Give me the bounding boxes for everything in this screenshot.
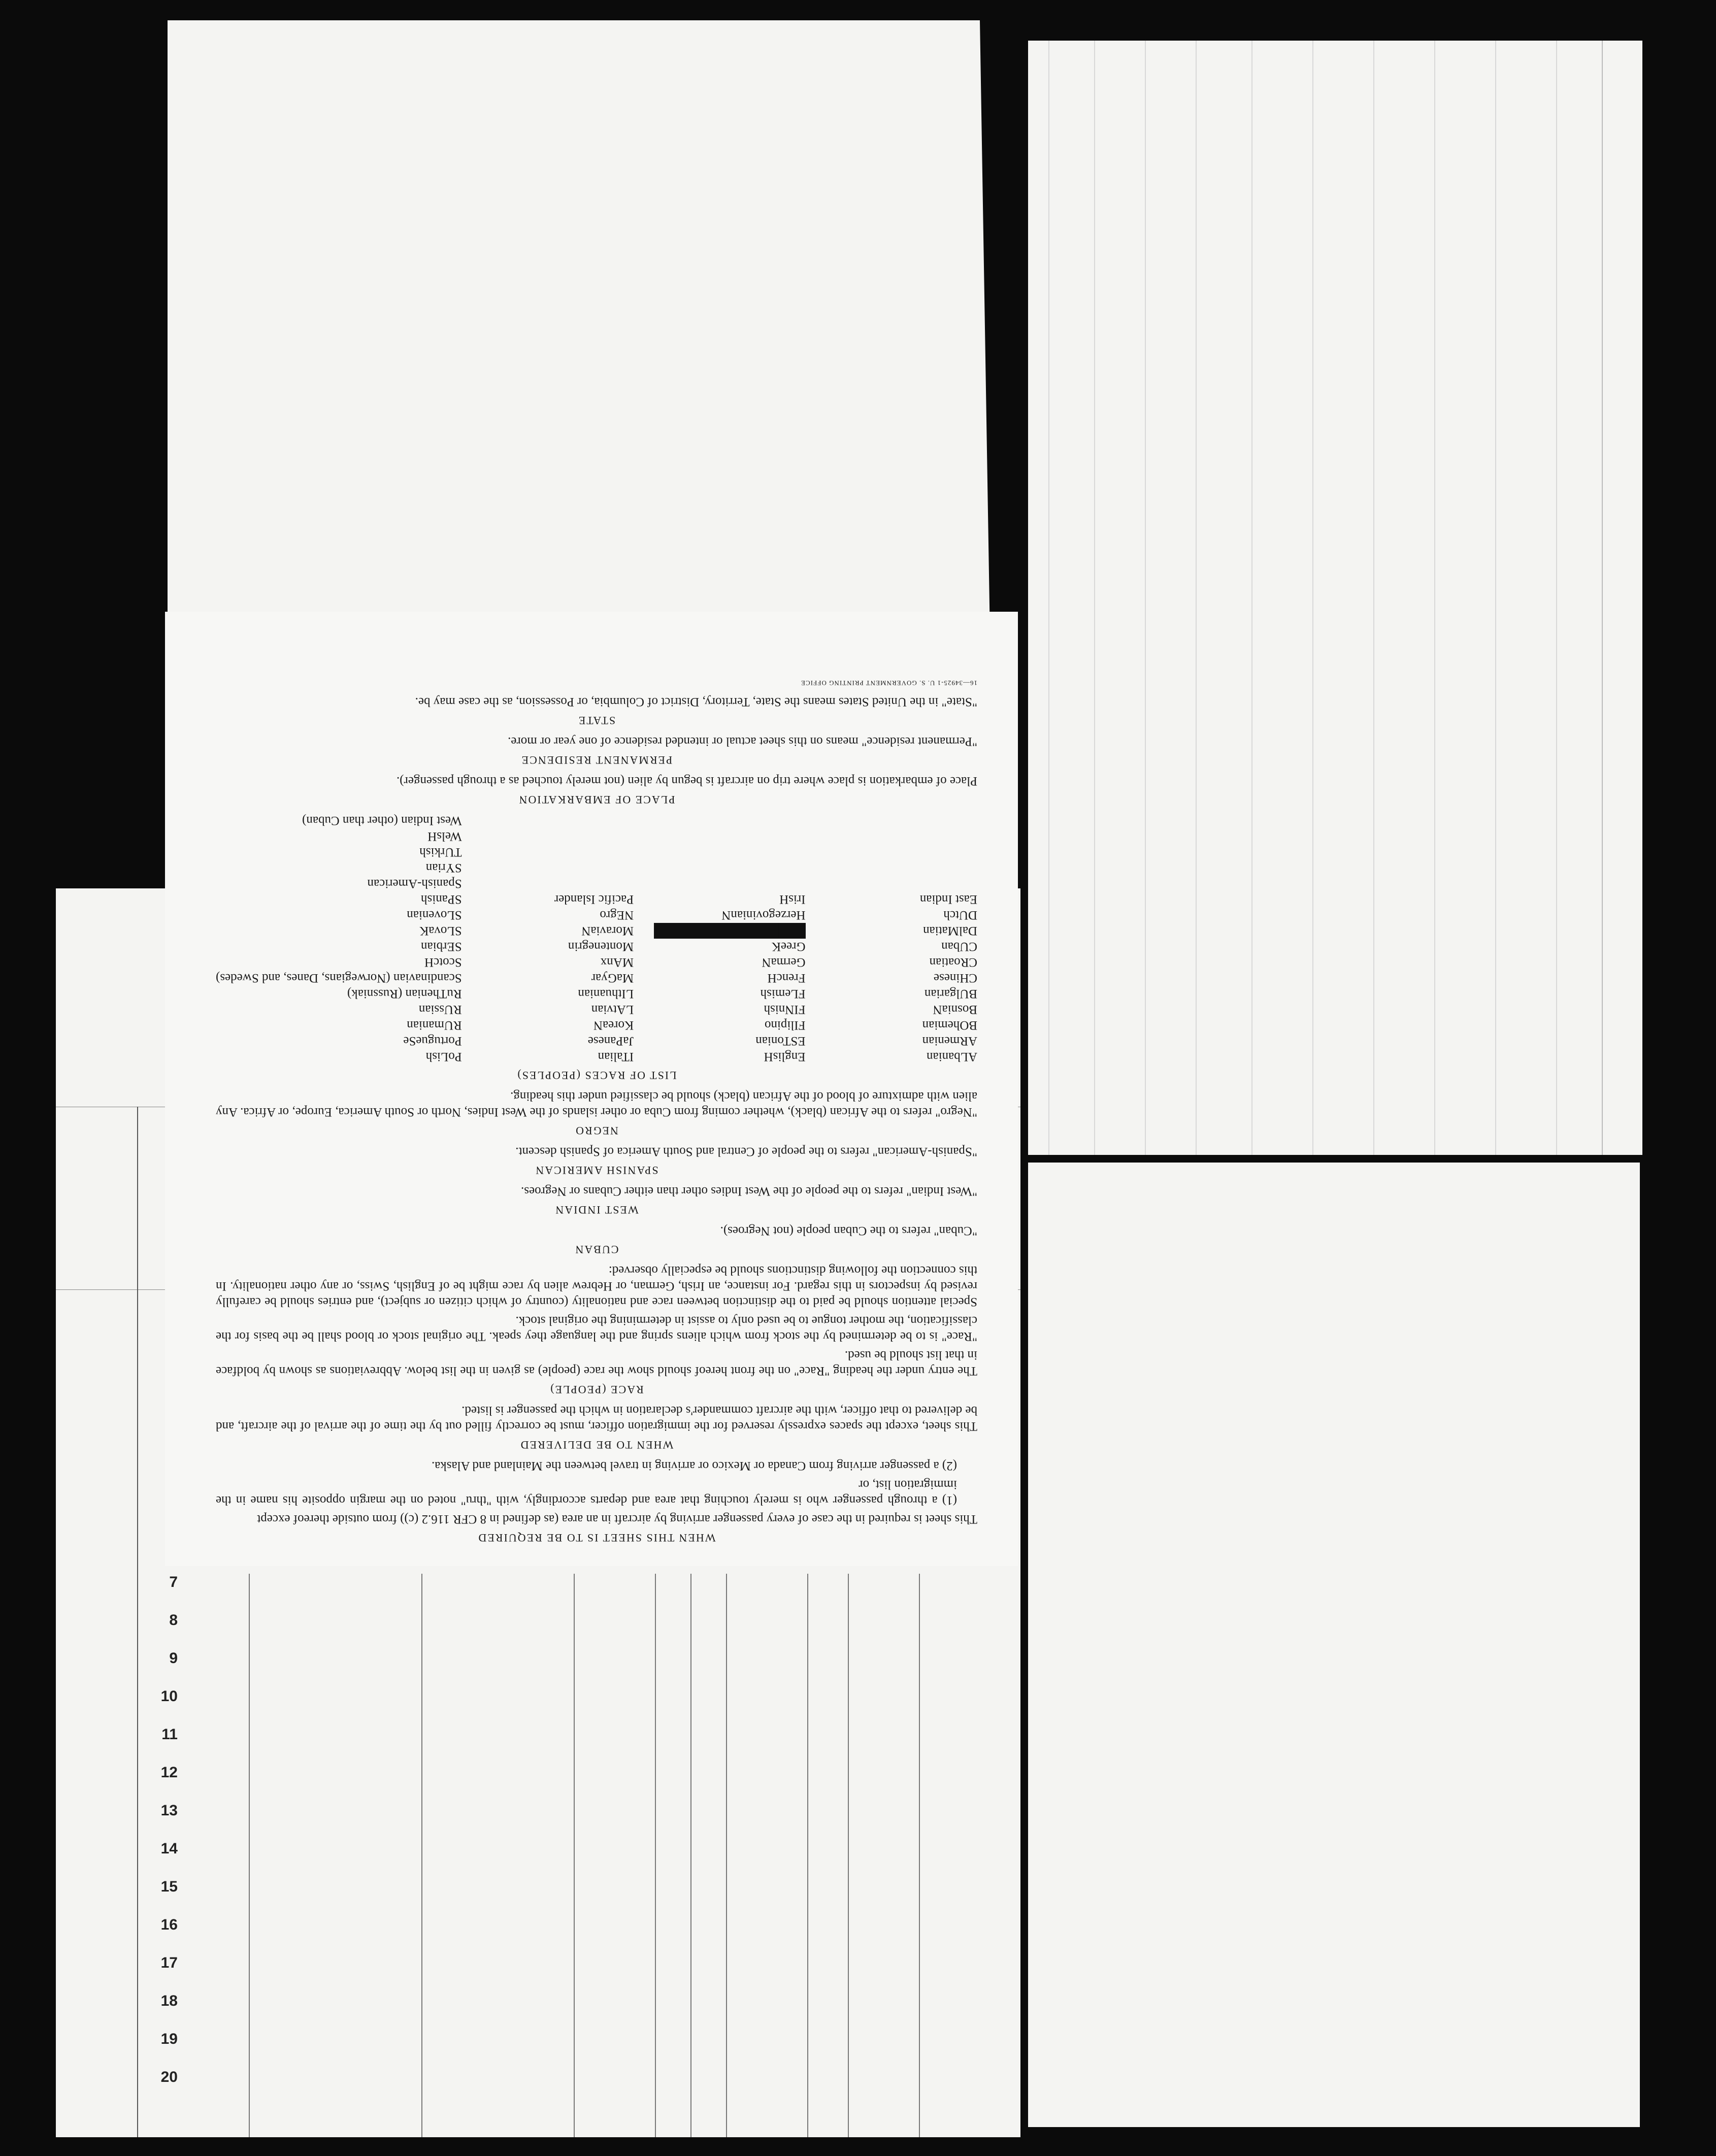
race-item <box>482 828 634 844</box>
row-number: 15 <box>160 1878 178 1895</box>
race-item: PoLish <box>425 1050 462 1064</box>
race-item: FIlipino <box>764 1018 806 1032</box>
race-item <box>826 876 977 891</box>
race-item: BUlgarian <box>924 987 977 1001</box>
para-required: This sheet is required in the case of every passenger arriving by aircraft in an area (as defined in 8 CFR 116.2 (c)) from outside thereof except <box>257 1512 977 1526</box>
heading-race-list: LIST OF RACES (PEOPLES) <box>516 1069 677 1082</box>
race-item <box>482 813 634 828</box>
para-negro: "Negro" refers to the African (black), whether coming from Cuba or other islands of the West Indies, North or South America, Europe, or Africa. Any alien with admixture of blood of the African (black) should be classified under this heading. <box>216 1089 977 1119</box>
race-item: CHinese <box>933 971 977 985</box>
race-item: HerzegovinianN <box>721 908 806 922</box>
race-item: PortugueSe <box>403 1034 462 1048</box>
race-item: ALbanian <box>927 1050 977 1064</box>
race-item: RUssian <box>418 1003 462 1016</box>
race-item: DalMatian <box>923 924 977 938</box>
race-item <box>826 813 977 828</box>
race-item <box>654 860 805 876</box>
race-item: RUmanian <box>407 1018 462 1032</box>
redacted-race-item: █████ <box>654 923 805 939</box>
heading-required: WHEN THIS SHEET IS TO BE REQUIRED <box>477 1532 716 1544</box>
row-number: 9 <box>169 1650 178 1667</box>
heading-race: RACE (PEOPLE) <box>549 1383 644 1396</box>
race-item: FINnish <box>764 1003 806 1016</box>
para-embarkation: Place of embarkation is place where trip on aircraft is begun by alien (not merely touched as a through passenger). <box>396 774 977 788</box>
race-item: ScotcH <box>424 955 462 969</box>
race-item: MoraviaN <box>581 924 634 938</box>
race-item <box>482 876 634 891</box>
para-exception-1: (1) a through passenger who is merely touching that area and departs accordingly, with "thru" noted on the margin opposite his name in the immigration list, or <box>216 1478 957 1507</box>
race-item: ITalian <box>598 1050 634 1064</box>
row-number: 20 <box>160 2069 178 2085</box>
race-item: Pacific Islander <box>554 892 634 906</box>
instruction-text <box>216 675 977 1551</box>
row-number: 11 <box>161 1726 178 1743</box>
race-item: EnglisH <box>764 1050 806 1064</box>
race-item: DUtch <box>943 908 977 922</box>
race-item: Spanish-American <box>367 877 462 890</box>
para-race-2: "Race" is to be determined by the stock from which aliens spring and the language they speak. The original stock or blood shall be the basis for the classification, the mother tongue to be used only to assist in determining the original stock. <box>216 1314 977 1343</box>
heading-delivered: WHEN TO BE DELIVERED <box>519 1439 674 1451</box>
race-item: BosniaN <box>933 1003 977 1016</box>
printer-note: 16—34925-1 U. S. GOVERNMENT PRINTING OFFICE <box>801 679 977 687</box>
race-item: CUban <box>941 940 977 953</box>
race-item: FrencH <box>767 971 806 985</box>
heading-spanish-american: SPANISH AMERICAN <box>535 1164 658 1177</box>
race-item: MAnx <box>600 955 634 969</box>
race-item: SPanish <box>421 892 462 906</box>
heading-west-indian: WEST INDIAN <box>554 1204 639 1216</box>
race-item: SErbian <box>421 940 462 953</box>
heading-embarkation: PLACE OF EMBARKATION <box>518 793 675 806</box>
race-item: FLemish <box>760 987 806 1001</box>
row-number: 7 <box>169 1574 178 1590</box>
race-item <box>826 860 977 876</box>
heading-cuban: CUBAN <box>574 1243 619 1256</box>
race-item: SLovaK <box>419 924 462 938</box>
row-number: 14 <box>160 1840 178 1857</box>
race-item: BOhemian <box>922 1018 977 1032</box>
race-item <box>482 860 634 876</box>
race-item <box>482 844 634 860</box>
para-exception-2: (2) a passenger arriving from Canada or Mexico or arriving in travel between the Mainland and Alaska. <box>431 1459 957 1473</box>
race-item: West Indian (other than Cuban) <box>302 814 462 827</box>
race-item: Montenegrin <box>568 940 634 953</box>
para-race-1: The entry under the heading "Race" on the front hereof should show the race (people) as given in the list below. Abbreviations as shown by boldface in that list should be used. <box>216 1348 977 1378</box>
race-item <box>826 844 977 860</box>
race-item: ARmenian <box>922 1034 977 1048</box>
race-item: MaGyar <box>591 971 634 985</box>
race-item: East Indian <box>919 892 977 906</box>
row-number: 16 <box>160 1916 178 1933</box>
heading-negro: NEGRO <box>575 1124 618 1137</box>
race-item: SLovenian <box>407 908 462 922</box>
race-item <box>654 844 805 860</box>
race-item: GermaN <box>762 955 806 969</box>
right-grid-sheet-upper <box>1028 41 1642 1155</box>
para-spanish-american: "Spanish-American" refers to the people of Central and South America of Spanish descent. <box>515 1145 977 1158</box>
race-item <box>654 828 805 844</box>
para-delivered: This sheet, except the spaces expressly reserved for the immigration officer, must be correctly filled out by the time of the arrival of the aircraft, and be delivered to that officer, with the aircraft commander's declaration in which the passenger is listed. <box>216 1404 977 1433</box>
race-list <box>216 813 977 1065</box>
race-item <box>654 813 805 828</box>
row-number: 17 <box>160 1954 178 1971</box>
para-cuban: "Cuban" refers to the Cuban people (not Negroes). <box>720 1224 977 1238</box>
row-number: 8 <box>169 1612 178 1629</box>
race-item: JaPanese <box>587 1034 634 1048</box>
race-item: IrisH <box>779 892 806 906</box>
race-item: Scandinavian (Norwegians, Danes, and Swedes) <box>216 971 462 985</box>
heading-residence: PERMANENT RESIDENCE <box>520 754 673 767</box>
race-item: NEgro <box>600 908 634 922</box>
row-number: 18 <box>160 1993 178 2009</box>
instruction-sheet <box>165 612 1018 1566</box>
para-race-3: Special attention should be paid to the distinction between race and nationality (country of which citizen or subject), and entries should be carefully revised by inspectors in this regard. For instance, an Irish, German, or Hebrew alien by race might be of English, Swiss, or any other nationality. In this connection the following distinctions should be especially observed: <box>216 1264 977 1309</box>
race-item: SYrian <box>425 861 462 875</box>
row-number: 10 <box>160 1688 178 1705</box>
race-item: ESTonian <box>755 1034 806 1048</box>
race-item: RuThenian (Russniak) <box>347 987 462 1001</box>
para-residence: "Permanent residence" means on this sheet actual or intended residence of one year or more. <box>508 735 977 748</box>
race-item: TUrkish <box>419 845 462 859</box>
race-item: LAtvian <box>591 1003 634 1016</box>
race-item: CRoatian <box>929 955 977 969</box>
race-item: GreeK <box>771 940 806 953</box>
para-state: "State" in the United States means the State, Territory, District of Columbia, or Possession, as the case may be. <box>415 695 977 709</box>
row-number: 13 <box>160 1802 178 1819</box>
heading-state: STATE <box>577 714 616 727</box>
para-west-indian: "West Indian" refers to the people of the West Indies other than either Cubans or Negroes. <box>521 1184 977 1198</box>
race-item: LIthuanian <box>578 987 634 1001</box>
right-blank-sheet-lower <box>1028 1163 1640 2127</box>
race-item <box>654 876 805 891</box>
row-number: 12 <box>160 1764 178 1781</box>
row-number: 19 <box>160 2031 178 2047</box>
race-item: KoreaN <box>593 1018 634 1032</box>
race-item: WelsH <box>427 830 462 843</box>
race-item <box>826 828 977 844</box>
